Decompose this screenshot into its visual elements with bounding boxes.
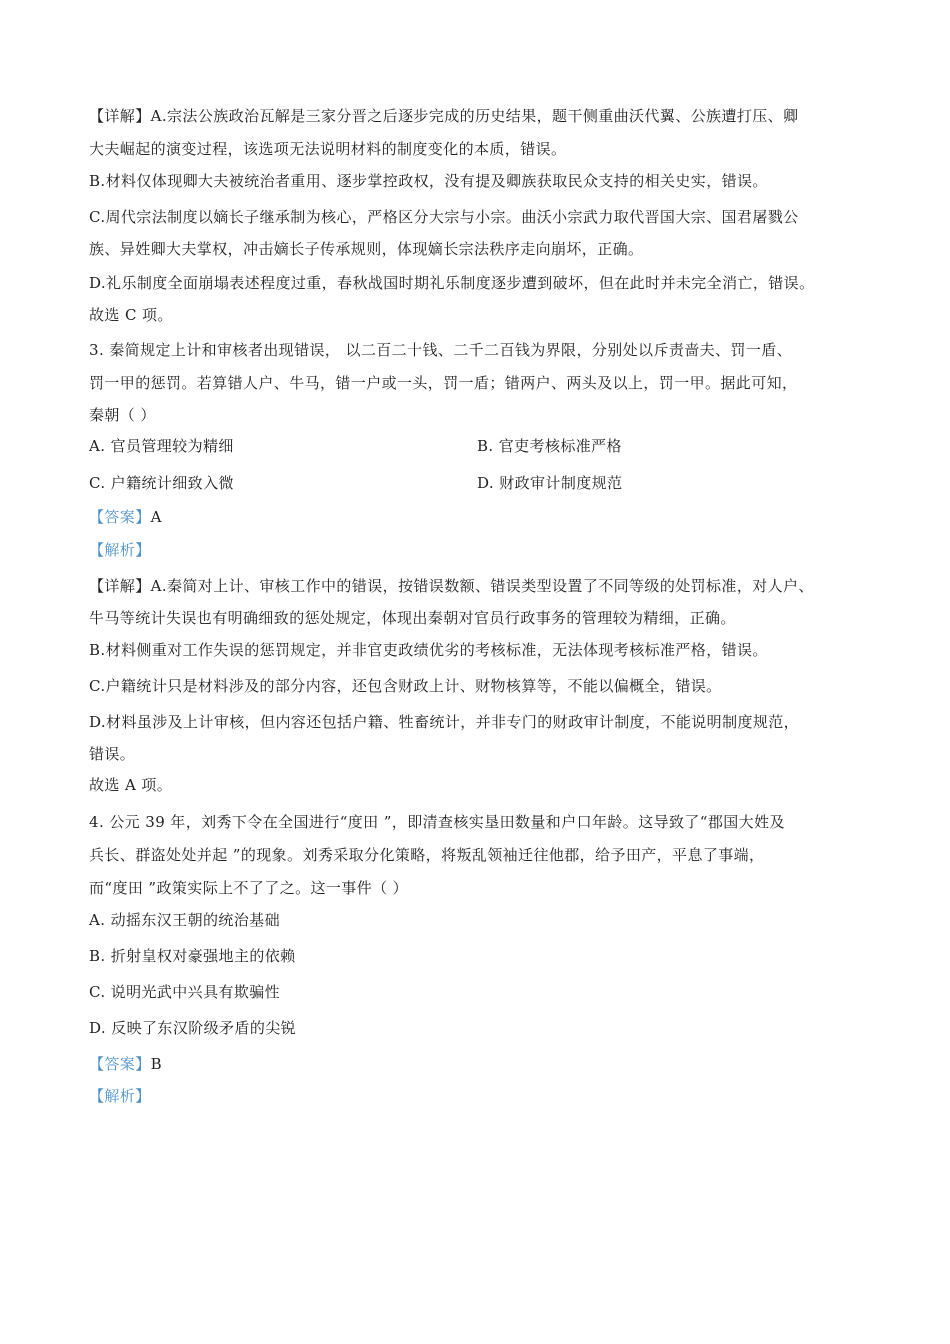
q3-stem-line3: 秦朝（ ） <box>89 406 156 424</box>
q2-detail-a-line1 <box>89 106 798 126</box>
q3-stem-line1: 3. 秦简规定上计和审核者出现错误， 以二百二十钱、二千二百钱为界限，分别处以斥责啬夫、罚一盾、 <box>89 341 793 359</box>
q3-detail-a-text: A.秦简对上计、审核工作中的错误，按错误数额、错误类型设置了不同等级的处罚标准，对人户、 <box>150 577 814 595</box>
q4-analysis-tag: 【解析】 <box>89 1087 151 1105</box>
q3-detail-a-line1 <box>89 576 814 596</box>
q4-stem-line1: 4. 公元 39 年，刘秀下令在全国进行“度田 ”，即清查核实垦田数量和户口年龄。这导致了“郡国大姓及 <box>89 813 785 831</box>
q3-option-a: A. 官员管理较为精细 <box>89 437 234 455</box>
q3-stem-line2: 罚一甲的惩罚。若算错人户、牛马，错一户或一头，罚一盾；错两户、两头及以上，罚一甲。据此可知， <box>89 374 798 392</box>
q4-stem-line3: 而“度田 ”政策实际上不了了之。这一事件（ ） <box>89 879 409 897</box>
q3-detail-d-line1: D.材料虽涉及上计审核，但内容还包括户籍、牲畜统计，并非专门的财政审计制度，不能说明制度规范， <box>89 713 800 731</box>
q4-stem-line2: 兵长、群盗处处并起 ”的现象。刘秀采取分化策略，将叛乱领袖迁往他郡，给予田产，平息了事端， <box>89 846 765 864</box>
q2-detail-a-line2: 大夫崛起的演变过程，该选项无法说明材料的制度变化的本质，错误。 <box>89 140 567 158</box>
q3-option-c: C. 户籍统计细致入微 <box>89 474 234 492</box>
q3-answer-tag: 【答案】 <box>89 508 151 526</box>
q3-analysis-tag: 【解析】 <box>89 541 151 559</box>
q2-detail-c-line2: 族、异姓卿大夫掌权，冲击嫡长子传承规则，体现嫡长宗法秩序走向崩坏，正确。 <box>89 240 644 258</box>
q2-detail-b: B.材料仅体现卿大夫被统治者重用、逐步掌控政权，没有提及卿族获取民众支持的相关史实，错误。 <box>89 172 768 190</box>
q3-detail-d-line2: 错误。 <box>89 745 136 763</box>
q3-detail-b: B.材料侧重对工作失误的惩罚规定，并非官吏政绩优劣的考核标准，无法体现考核标准严格，错误。 <box>89 641 768 659</box>
q3-detail-a-line2: 牛马等统计失误也有明确细致的惩处规定，体现出秦朝对官员行政事务的管理较为精细，正确。 <box>89 609 736 627</box>
q3-option-b: B. 官吏考核标准严格 <box>477 437 622 455</box>
q4-answer-value: B <box>150 1055 163 1073</box>
q4-answer <box>89 1054 162 1074</box>
q3-detail-tag: 【详解】 <box>89 577 151 595</box>
q2-conclusion: 故选 C 项。 <box>89 306 173 324</box>
q2-detail-c-line1: C.周代宗法制度以嫡长子继承制为核心，严格区分大宗与小宗。曲沃小宗武力取代晋国大宗、国君屠戮公 <box>89 208 799 226</box>
q3-conclusion: 故选 A 项。 <box>89 776 173 794</box>
q4-option-c: C. 说明光武中兴具有欺骗性 <box>89 983 281 1001</box>
q3-answer <box>89 507 162 527</box>
q3-answer-value: A <box>150 508 162 526</box>
q4-option-b: B. 折射皇权对豪强地主的依赖 <box>89 947 296 965</box>
q3-option-d: D. 财政审计制度规范 <box>477 474 623 492</box>
q2-detail-d: D.礼乐制度全面崩塌表述程度过重，春秋战国时期礼乐制度逐步遭到破坏，但在此时并未完全消亡，错误。 <box>89 274 815 292</box>
q3-detail-c: C.户籍统计只是材料涉及的部分内容，还包含财政上计、财物核算等，不能以偏概全，错误。 <box>89 677 722 695</box>
q2-detail-tag: 【详解】 <box>89 107 151 125</box>
q4-option-d: D. 反映了东汉阶级矛盾的尖锐 <box>89 1019 297 1037</box>
q2-detail-a-text: A.宗法公族政治瓦解是三家分晋之后逐步完成的历史结果，题干侧重曲沃代翼、公族遭打压、卿 <box>150 107 799 125</box>
q4-answer-tag: 【答案】 <box>89 1055 151 1073</box>
q4-option-a: A. 动摇东汉王朝的统治基础 <box>89 911 280 929</box>
